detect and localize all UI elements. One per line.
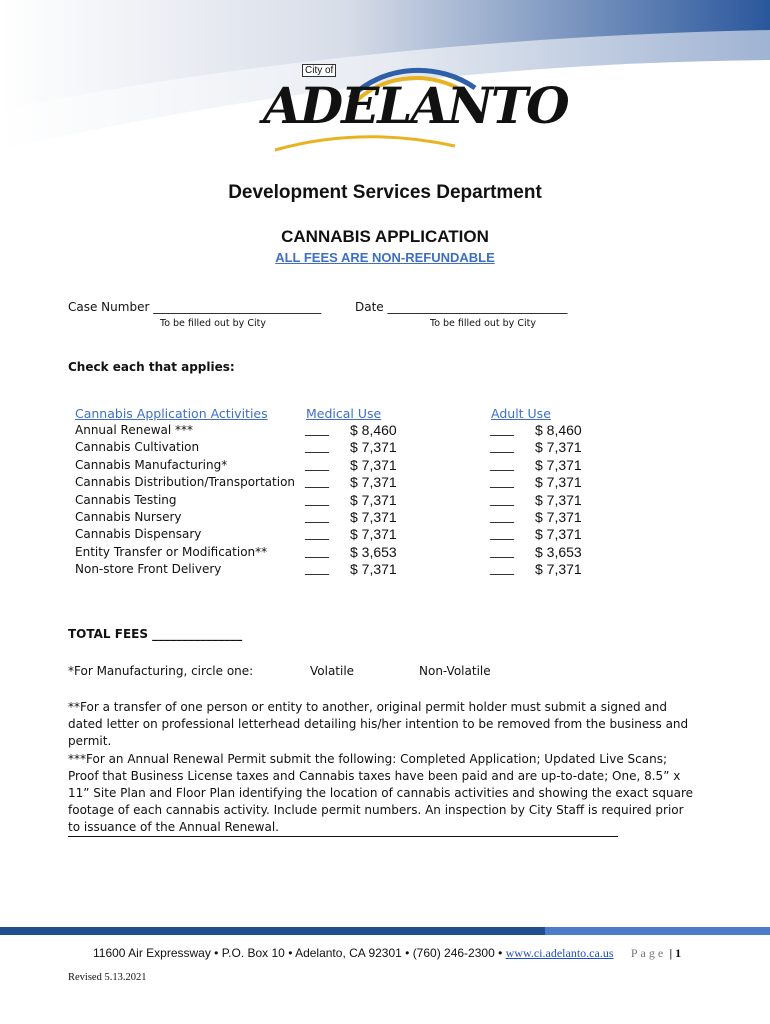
- transfer-note-text: **For a transfer of one person or entity to another, original permit holder must submit a signed and dated letter on professional letterhead detailing his/her intention to be removed from the business and permit.: [68, 700, 689, 748]
- medical-fee: $ 7,371: [350, 456, 397, 473]
- page-label: Page: [630, 946, 667, 960]
- adult-checkbox-blank[interactable]: ____: [490, 474, 514, 489]
- medical-use-header: Medical Use: [306, 406, 382, 421]
- page-number: | 1: [669, 946, 682, 960]
- medical-fee: $ 7,371: [350, 561, 397, 578]
- adult-use-header: Adult Use: [491, 406, 551, 421]
- medical-checkbox-blank[interactable]: ____: [305, 439, 329, 454]
- activity-label: Cannabis Nursery: [75, 509, 182, 524]
- adult-fee: $ 7,371: [535, 491, 582, 508]
- total-fees[interactable]: TOTAL FEES _______________: [68, 627, 243, 641]
- adult-checkbox-blank[interactable]: ____: [490, 456, 514, 471]
- activity-label: Cannabis Testing: [75, 492, 177, 507]
- medical-checkbox-blank[interactable]: ____: [305, 508, 329, 523]
- logo-small-text: City of: [302, 64, 336, 77]
- date-field[interactable]: Date ______________________________: [355, 300, 568, 314]
- adult-checkbox-blank[interactable]: ____: [490, 543, 514, 558]
- medical-checkbox-blank[interactable]: ____: [305, 491, 329, 506]
- activity-label: Cannabis Cultivation: [75, 440, 200, 455]
- adult-fee: $ 7,371: [535, 561, 582, 578]
- table-row: [75, 492, 695, 509]
- medical-fee: $ 7,371: [350, 526, 397, 543]
- application-title: CANNABIS APPLICATION: [281, 227, 489, 246]
- table-row: [75, 544, 695, 561]
- activities-header: Cannabis Application Activities: [75, 406, 268, 421]
- medical-checkbox-blank[interactable]: ____: [305, 422, 329, 436]
- medical-fee: $ 3,653: [350, 543, 397, 560]
- table-row: [75, 526, 695, 543]
- adult-fee: $ 8,460: [535, 422, 582, 438]
- adult-checkbox-blank[interactable]: ____: [490, 526, 514, 541]
- case-number-field[interactable]: Case Number ____________________________: [68, 300, 322, 314]
- footer-address: 11600 Air Expressway • P.O. Box 10 • Adelanto, CA 92301 • (760) 246-2300 •: [93, 946, 503, 960]
- date-note: To be filled out by City: [430, 318, 536, 329]
- revised-date: Revised 5.13.2021: [68, 972, 147, 983]
- renewal-note: [68, 751, 698, 836]
- medical-checkbox-blank[interactable]: ____: [305, 543, 329, 558]
- adult-checkbox-blank[interactable]: ____: [490, 491, 514, 506]
- check-label: Check each that applies:: [68, 360, 235, 374]
- medical-fee: $ 7,371: [350, 508, 397, 525]
- adult-checkbox-blank[interactable]: ____: [490, 439, 514, 454]
- option-volatile[interactable]: Volatile: [310, 664, 355, 678]
- city-logo: [255, 58, 568, 158]
- case-number-note: To be filled out by City: [160, 318, 266, 329]
- adult-fee: $ 7,371: [535, 526, 582, 543]
- medical-checkbox-blank[interactable]: ____: [305, 456, 329, 471]
- table-row: [75, 561, 695, 578]
- table-row: [75, 457, 695, 474]
- medical-checkbox-blank[interactable]: ____: [305, 474, 329, 489]
- table-row: [75, 439, 695, 456]
- adult-checkbox-blank[interactable]: ____: [490, 508, 514, 523]
- non-refundable-notice: ALL FEES ARE NON-REFUNDABLE: [275, 250, 495, 265]
- activity-label: Non-store Front Delivery: [75, 562, 222, 577]
- medical-checkbox-blank[interactable]: ____: [305, 561, 329, 576]
- adult-checkbox-blank[interactable]: ____: [490, 561, 514, 576]
- adult-fee: $ 7,371: [535, 456, 582, 473]
- department-title: Development Services Department: [228, 182, 542, 203]
- medical-fee: $ 7,371: [350, 474, 397, 491]
- option-non-volatile[interactable]: Non-Volatile: [419, 664, 491, 678]
- adult-fee: $ 7,371: [535, 439, 582, 456]
- renewal-note-text: ***For an Annual Renewal Permit submit the following: Completed Application; Updated Live Scans; Proof that Business License taxes and Cannabis taxes have been paid and are up-to-date; One, 8.5” x 11” Site Plan and Floor Plan identifying the location of cannabis activities and showing the exact square footage of each cannabis activity. Include permit numbers. An inspection by City Staff is required prior to issuance of the Annual Renewal.: [68, 752, 694, 834]
- adult-fee: $ 3,653: [535, 543, 582, 560]
- table-row: [75, 474, 695, 491]
- medical-fee: $ 8,460: [350, 422, 397, 438]
- activity-label: Cannabis Manufacturing*: [75, 457, 228, 472]
- divider-line: [68, 836, 618, 837]
- adult-fee: $ 7,371: [535, 508, 582, 525]
- medical-checkbox-blank[interactable]: ____: [305, 526, 329, 541]
- adult-checkbox-blank[interactable]: ____: [490, 422, 514, 436]
- footer: [93, 946, 681, 961]
- logo-main-text: ADELANTO: [263, 76, 568, 135]
- activity-label: Cannabis Distribution/Transportation: [75, 475, 296, 490]
- activity-label: Cannabis Dispensary: [75, 527, 202, 542]
- table-row: [75, 422, 695, 439]
- adult-fee: $ 7,371: [535, 474, 582, 491]
- medical-fee: $ 7,371: [350, 491, 397, 508]
- activity-label: Entity Transfer or Modification**: [75, 544, 268, 559]
- medical-fee: $ 7,371: [350, 439, 397, 456]
- transfer-note: [68, 699, 698, 750]
- footer-bar-accent: [545, 927, 770, 935]
- manufacturing-label: *For Manufacturing, circle one:: [68, 664, 254, 678]
- fees-table: [75, 422, 695, 579]
- activity-label: Annual Renewal ***: [75, 423, 194, 437]
- website-link[interactable]: www.ci.adelanto.ca.us: [505, 946, 614, 960]
- table-row: [75, 509, 695, 526]
